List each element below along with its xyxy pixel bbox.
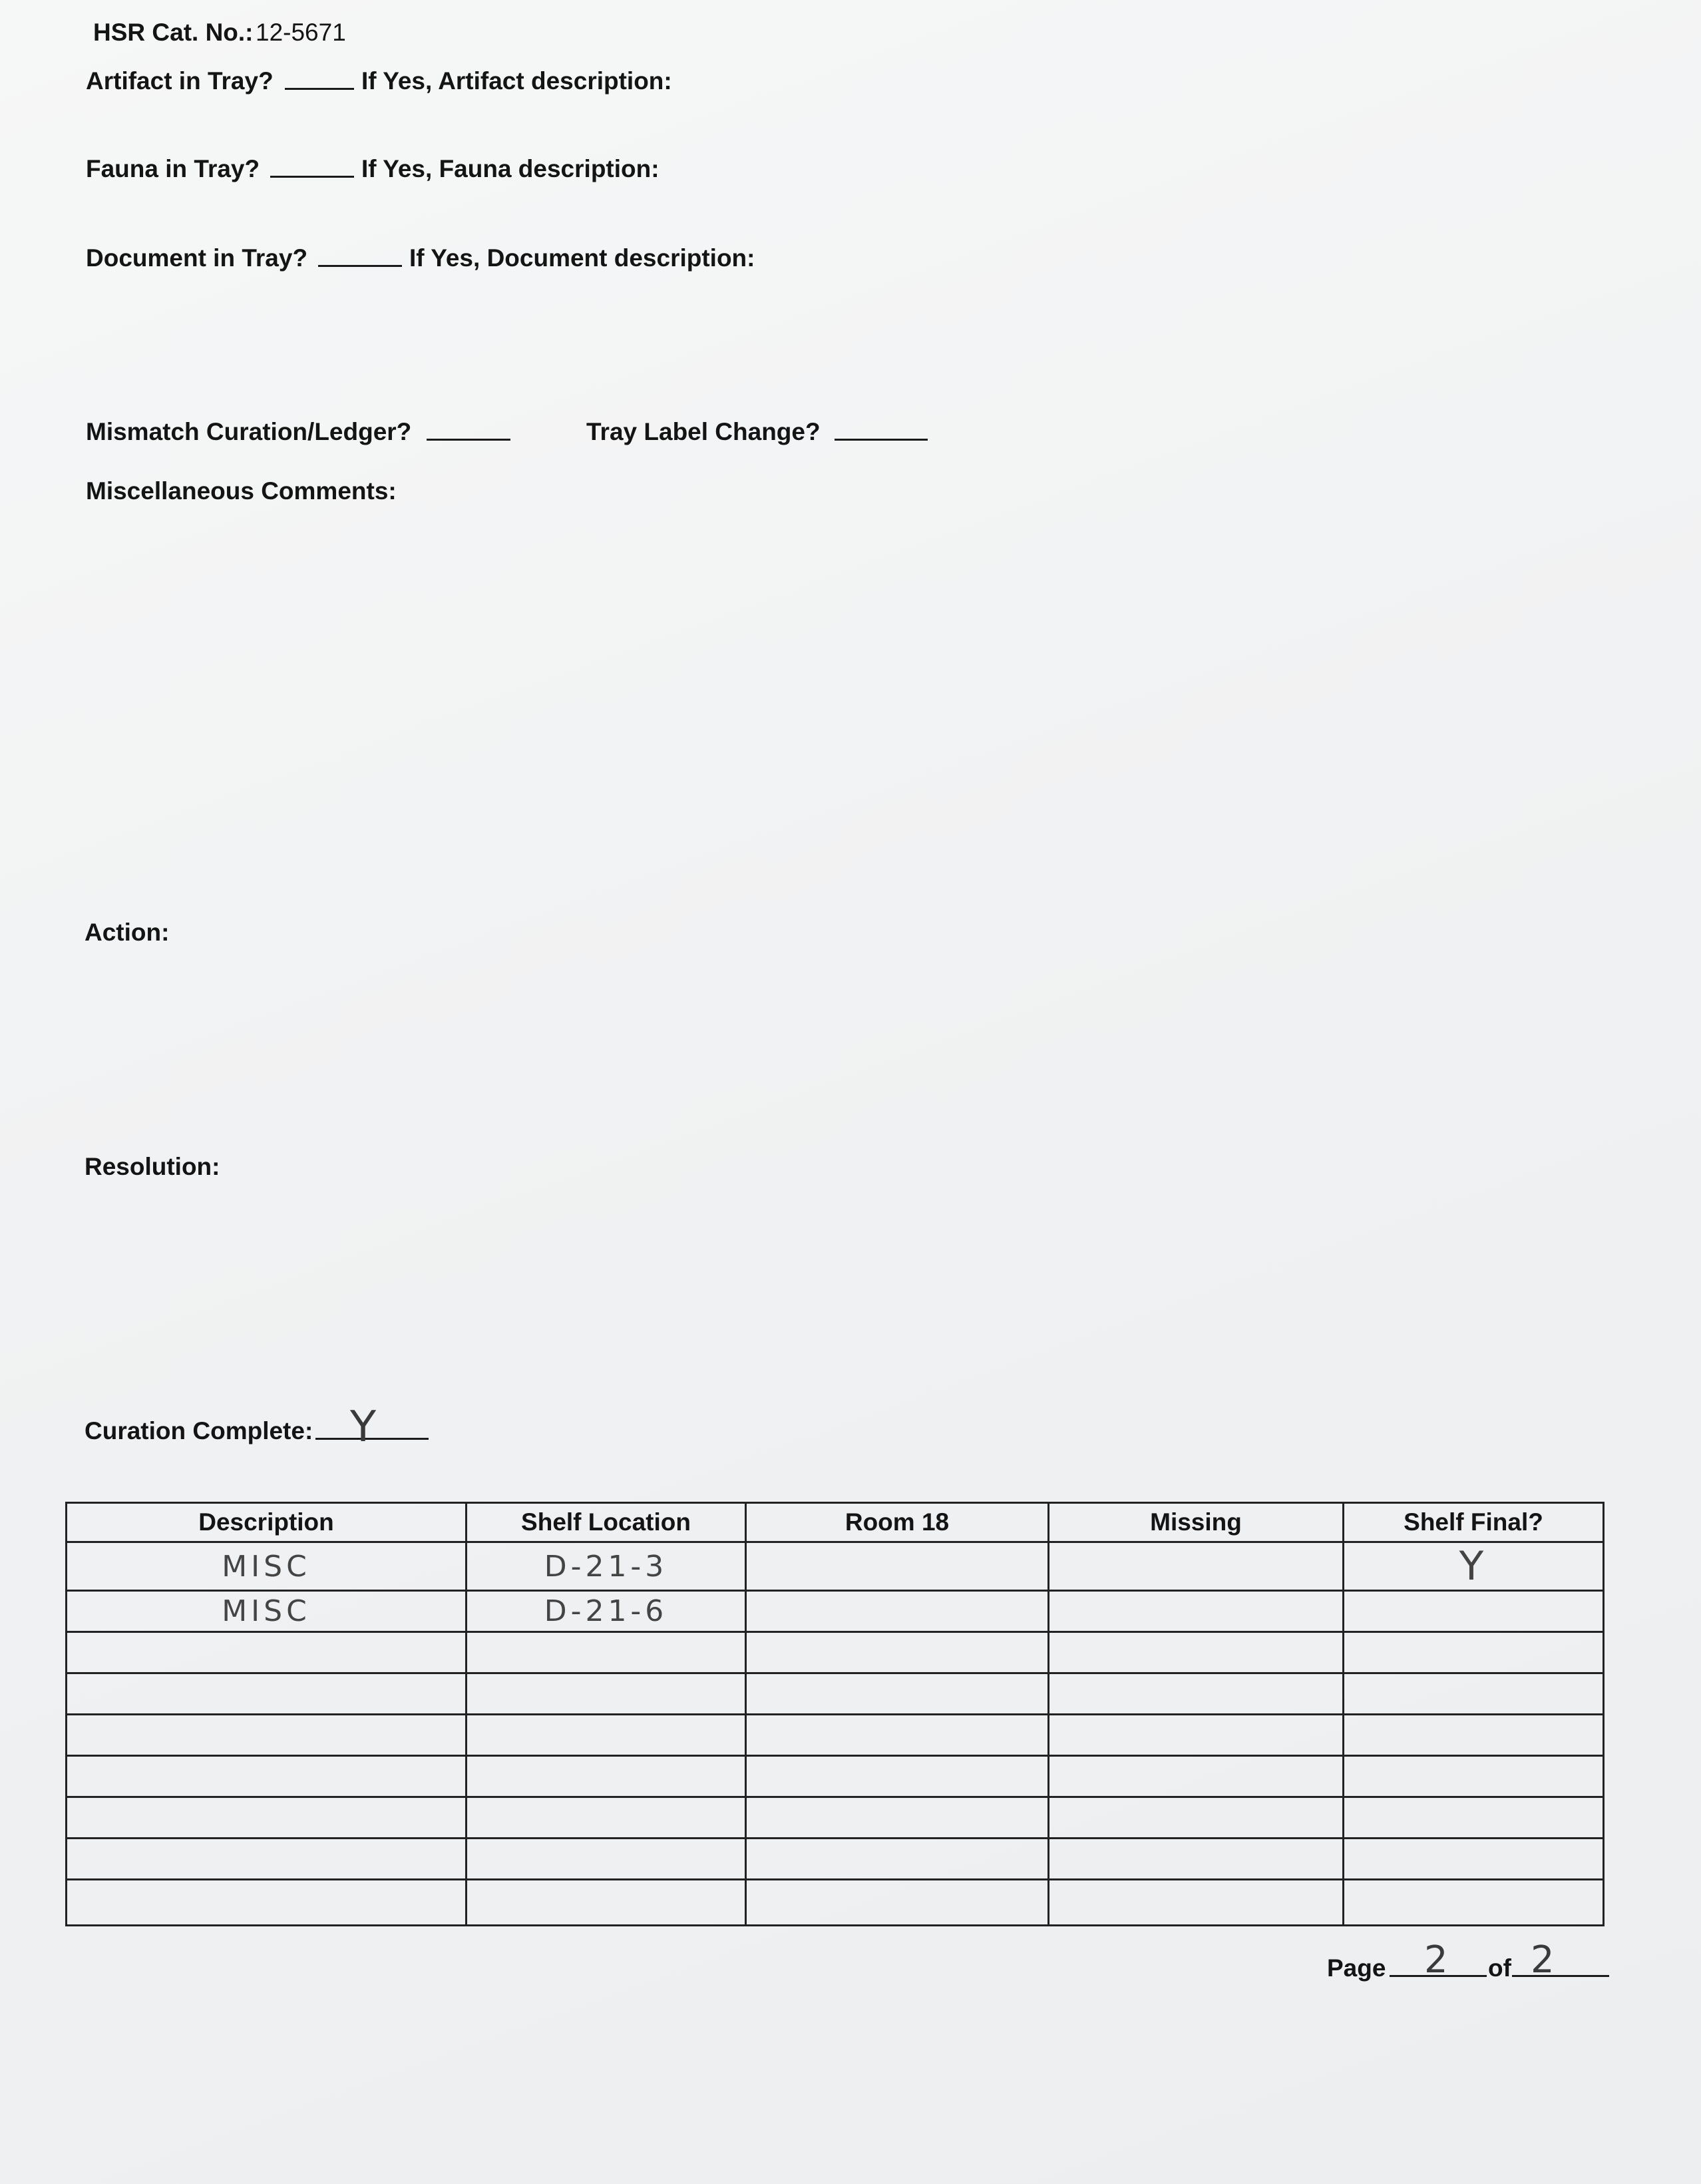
catalog-number: 12-5671: [256, 19, 346, 46]
description-cell[interactable]: [67, 1797, 467, 1839]
curation-complete-label: Curation Complete:: [85, 1417, 313, 1444]
page-label: Page: [1327, 1954, 1386, 1982]
room-18-cell[interactable]: [746, 1797, 1049, 1839]
table-row: [67, 1715, 1604, 1756]
shelf-location-cell[interactable]: [467, 1839, 746, 1880]
table-row: [67, 1880, 1604, 1926]
shelf-final-cell[interactable]: [1344, 1839, 1604, 1880]
shelf-final-cell[interactable]: [1344, 1756, 1604, 1797]
column-header-room-18: Room 18: [746, 1503, 1049, 1542]
shelf-location-cell[interactable]: D-21-6: [467, 1591, 746, 1632]
missing-cell[interactable]: [1049, 1880, 1344, 1926]
description-cell[interactable]: [67, 1880, 467, 1926]
page-of-label: of: [1488, 1954, 1511, 1982]
shelf-final-cell[interactable]: [1344, 1880, 1604, 1926]
description-cell[interactable]: MISC: [67, 1542, 467, 1591]
misc-comments-label: Miscellaneous Comments:: [86, 477, 397, 505]
description-cell[interactable]: MISC: [67, 1591, 467, 1632]
document-question-label: Document in Tray?: [86, 244, 308, 272]
description-cell[interactable]: [67, 1756, 467, 1797]
artifact-question-label: Artifact in Tray?: [86, 67, 274, 95]
table-row: [67, 1673, 1604, 1715]
description-cell[interactable]: [67, 1839, 467, 1880]
room-18-cell[interactable]: [746, 1632, 1049, 1673]
shelf-location-cell[interactable]: [467, 1797, 746, 1839]
artifact-answer-blank[interactable]: [285, 88, 354, 90]
catalog-label: HSR Cat. No.:: [93, 19, 254, 46]
room-18-cell[interactable]: [746, 1542, 1049, 1591]
missing-cell[interactable]: [1049, 1797, 1344, 1839]
shelf-final-cell[interactable]: [1344, 1591, 1604, 1632]
page-total-value: 2: [1531, 1938, 1557, 1982]
fauna-answer-blank[interactable]: [270, 176, 354, 178]
shelf-final-cell[interactable]: [1344, 1632, 1604, 1673]
artifact-description-label: If Yes, Artifact description:: [361, 67, 672, 95]
room-18-cell[interactable]: [746, 1715, 1049, 1756]
table-row: [67, 1632, 1604, 1673]
shelf-final-cell[interactable]: Y: [1344, 1542, 1604, 1591]
document-answer-blank[interactable]: [318, 265, 402, 267]
column-header-shelf-location: Shelf Location: [467, 1503, 746, 1542]
missing-cell[interactable]: [1049, 1591, 1344, 1632]
table-row: [67, 1542, 1604, 1591]
missing-cell[interactable]: [1049, 1756, 1344, 1797]
missing-cell[interactable]: [1049, 1715, 1344, 1756]
shelf-location-cell[interactable]: [467, 1632, 746, 1673]
room-18-cell[interactable]: [746, 1756, 1049, 1797]
tray-label-change-label: Tray Label Change?: [586, 418, 821, 445]
shelf-location-cell[interactable]: D-21-3: [467, 1542, 746, 1591]
fauna-description-label: If Yes, Fauna description:: [361, 155, 660, 182]
document-description-label: If Yes, Document description:: [409, 244, 755, 272]
column-header-missing: Missing: [1049, 1503, 1344, 1542]
mismatch-answer-blank[interactable]: [427, 439, 510, 441]
room-18-cell[interactable]: [746, 1673, 1049, 1715]
fauna-question-label: Fauna in Tray?: [86, 155, 260, 182]
description-cell[interactable]: [67, 1673, 467, 1715]
description-cell[interactable]: [67, 1632, 467, 1673]
description-cell[interactable]: [67, 1715, 467, 1756]
tray-label-change-blank[interactable]: [835, 439, 928, 441]
room-18-cell[interactable]: [746, 1591, 1049, 1632]
shelf-final-cell[interactable]: [1344, 1673, 1604, 1715]
missing-cell[interactable]: [1049, 1632, 1344, 1673]
missing-cell[interactable]: [1049, 1542, 1344, 1591]
page-number-value: 2: [1424, 1938, 1451, 1982]
room-18-cell[interactable]: [746, 1839, 1049, 1880]
mismatch-question-label: Mismatch Curation/Ledger?: [86, 418, 412, 445]
shelf-final-cell[interactable]: [1344, 1797, 1604, 1839]
table-row: [67, 1591, 1604, 1632]
curation-complete-value: Y: [350, 1403, 379, 1452]
shelf-location-cell[interactable]: [467, 1756, 746, 1797]
table-row: [67, 1839, 1604, 1880]
missing-cell[interactable]: [1049, 1673, 1344, 1715]
table-header-row: [67, 1503, 1604, 1542]
shelf-location-cell[interactable]: [467, 1715, 746, 1756]
shelf-final-cell[interactable]: [1344, 1715, 1604, 1756]
missing-cell[interactable]: [1049, 1839, 1344, 1880]
column-header-shelf-final: Shelf Final?: [1344, 1503, 1604, 1542]
action-label: Action:: [85, 919, 170, 946]
page-total-blank[interactable]: [1512, 1975, 1609, 1977]
room-18-cell[interactable]: [746, 1880, 1049, 1926]
table-row: [67, 1797, 1604, 1839]
tray-contents-table: [65, 1502, 1605, 1926]
shelf-location-cell[interactable]: [467, 1673, 746, 1715]
column-header-description: Description: [67, 1503, 467, 1542]
table-row: [67, 1756, 1604, 1797]
resolution-label: Resolution:: [85, 1153, 220, 1180]
shelf-location-cell[interactable]: [467, 1880, 746, 1926]
